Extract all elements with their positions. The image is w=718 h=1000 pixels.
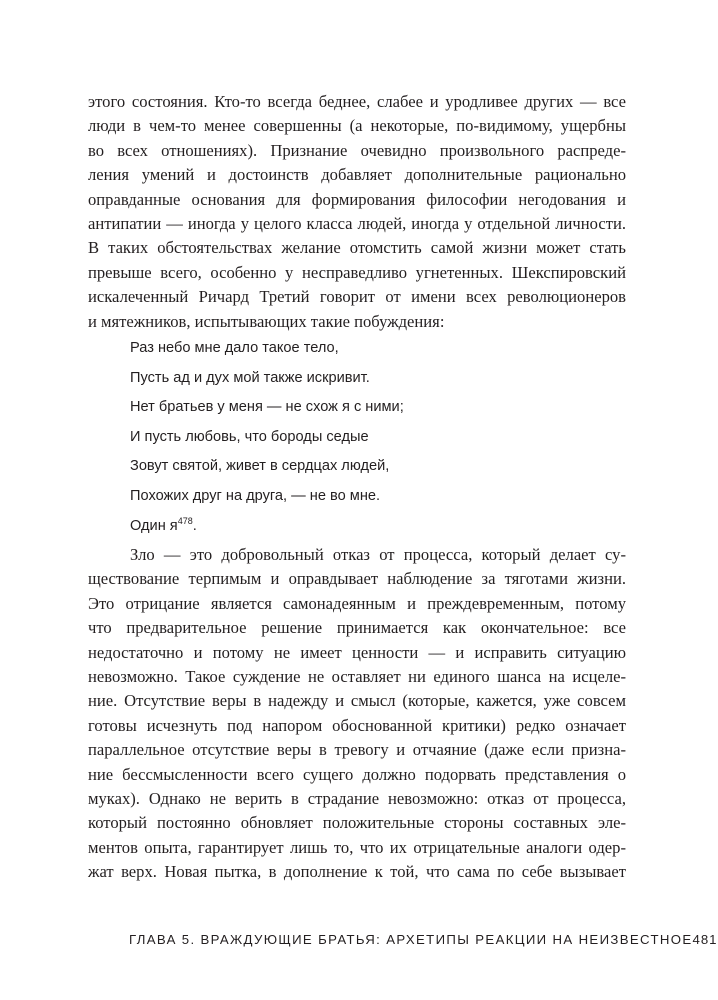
text-line: жат верх. Новая пытка, в дополнение к той, что сама по себе вызывает bbox=[88, 862, 626, 882]
text-line: что предварительное решение принимается как окончательное: все bbox=[88, 618, 626, 638]
text-line: ние. Отсутствие веры в надежду и смысл (которые, кажется, уже совсем bbox=[88, 691, 626, 711]
running-footer bbox=[129, 932, 718, 947]
text-line: превыше всего, особенно у несправедливо угнетенных. Шекспировский bbox=[88, 262, 626, 282]
text-line: ние бессмысленности всего сущего должно подорвать представления о bbox=[88, 764, 626, 784]
footnote-reference[interactable]: 478 bbox=[177, 515, 193, 526]
text-line: ментов опыта, гарантирует лишь то, что их отрицательные аналоги одер- bbox=[88, 837, 626, 857]
text-line: Зло — это добровольный отказ от процесса, который делает су- bbox=[130, 545, 626, 564]
text-line: искалеченный Ричард Третий говорит от имени всех революционеров bbox=[88, 287, 626, 307]
poem-line: Пусть ад и дух мой также искривит. bbox=[130, 369, 370, 386]
text-line: который постоянно обновляет положительные стороны составных эле- bbox=[88, 813, 626, 833]
text-line: этого состояния. Кто-то всегда беднее, слабее и уродливее других — все bbox=[88, 92, 626, 111]
page-number: 481 bbox=[692, 932, 718, 947]
poem-line: Похожих друг на друга, — не во мне. bbox=[130, 487, 381, 504]
text-line: оправданные основания для формирования философии негодования и bbox=[88, 189, 626, 209]
text-line: готовы исчезнуть под напором обоснованной критики) редко означает bbox=[88, 715, 626, 735]
poem-line: Нет братьев у меня — не схож я с ними; bbox=[130, 399, 404, 416]
text-line: В таких обстоятельствах желание отомстить самой жизни может стать bbox=[88, 238, 626, 258]
poem-line: Раз небо мне дало такое тело, bbox=[130, 340, 339, 356]
poem-line: Зовут святой, живет в сердцах людей, bbox=[130, 458, 390, 475]
text-line: и мятежников, испытывающих такие побуждения: bbox=[88, 311, 445, 331]
poem-line: И пусть любовь, что бороды седые bbox=[130, 428, 369, 445]
poem-line-last: Один $я^{478}$. bbox=[130, 515, 197, 534]
text-line: недостаточно и потому не имеет ценности — и исправить ситуацию bbox=[88, 642, 626, 662]
text-line: невозможно. Такое суждение не оставляет ни единого шанса на исцеле- bbox=[88, 667, 626, 687]
text-line: муках). Однако не верить в страдание невозможно: отказ от процесса, bbox=[88, 789, 626, 809]
paragraph-1 bbox=[88, 90, 626, 334]
text-line: во всех отношениях). Признание очевидно произвольного распреде- bbox=[88, 140, 626, 160]
poem-last-text: Один я bbox=[130, 517, 178, 534]
text-line: параллельное отсутствие веры в тревогу и отчаяние (даже если призна- bbox=[88, 740, 626, 760]
chapter-title: ГЛАВА 5. ВРАЖДУЮЩИЕ БРАТЬЯ: АРХЕТИПЫ РЕАКЦИИ НА НЕИЗВЕСТНОЕ bbox=[129, 932, 693, 947]
text-line: ществование терпимым и оправдывает наблюдение за тяготами жизни. bbox=[88, 569, 626, 589]
text-line: люди в чем-то менее совершенны (а некоторые, по-видимому, ущербны bbox=[88, 116, 626, 136]
text-line: ления умений и достоинств добавляет дополнительные рационально bbox=[88, 165, 626, 185]
paragraph-2 bbox=[88, 543, 626, 885]
text-line: антипатии — иногда у целого класса людей, иногда у отдельной личности. bbox=[88, 214, 626, 234]
poem-quote bbox=[130, 334, 404, 541]
text-line: Это отрицание является самонадеянным и преждевременным, потому bbox=[88, 593, 626, 613]
